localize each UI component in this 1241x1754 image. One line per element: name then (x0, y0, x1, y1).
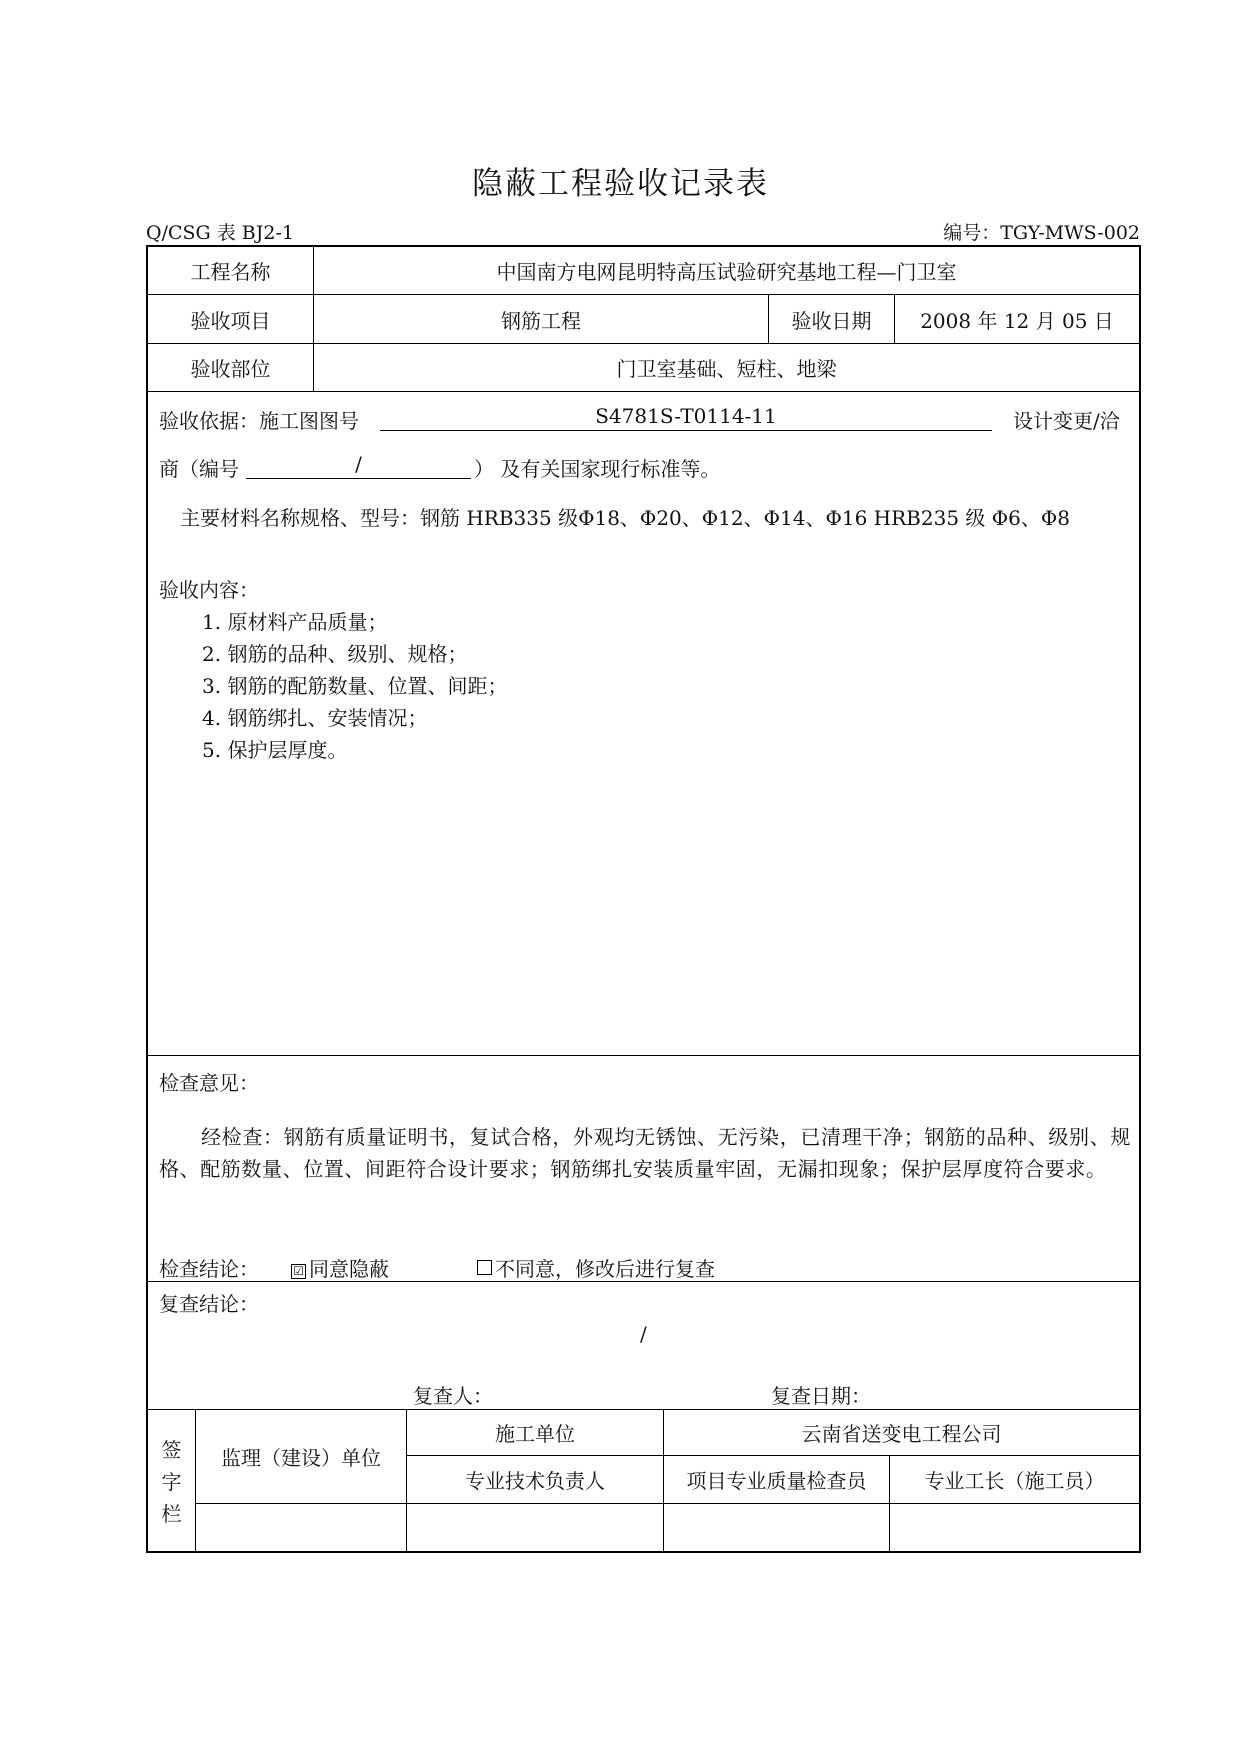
conclusion-label: 检查结论： (159, 1257, 259, 1281)
project-name-value: 中国南方电网昆明特高压试验研究基地工程—门卫室 (496, 260, 957, 284)
row-divider (148, 1055, 1139, 1056)
basis-prefix: 验收依据：施工图图号 (159, 409, 359, 433)
part-label: 验收部位 (190, 357, 271, 381)
record-table (146, 245, 1141, 1553)
review-label: 复查结论： (159, 1292, 259, 1316)
content-item: 2. 钢筋的品种、级别、规格； (202, 642, 468, 666)
agree-option-label: 同意隐蔽 (309, 1257, 389, 1281)
reviewer-label: 复查人： (413, 1384, 493, 1408)
unchecked-box-icon[interactable] (477, 1260, 492, 1275)
qc-inspector-signature-cell[interactable] (664, 1504, 889, 1553)
agree-option[interactable] (291, 1253, 389, 1282)
content-label: 验收内容： (159, 578, 259, 602)
page-title: 隐蔽工程验收记录表 (472, 166, 769, 202)
disagree-option-label: 不同意，修改后进行复查 (495, 1257, 715, 1281)
basis-line2-prefix: 商（编号 (159, 457, 239, 481)
checked-box-icon[interactable]: ☑ (291, 1264, 306, 1279)
content-item: 1. 原材料产品质量； (202, 610, 388, 634)
signature-side-label: 签 字 栏 (161, 1437, 182, 1526)
qc-inspector-label: 项目专业质量检查员 (686, 1469, 867, 1493)
part-value: 门卫室基础、短柱、地梁 (616, 357, 837, 381)
contractor-name: 云南省送变电工程公司 (801, 1422, 1002, 1446)
foreman-label: 专业工长（施工员） (924, 1469, 1105, 1493)
serial-number: 编号：TGY-MWS-002 (943, 222, 1140, 244)
change-number: / (246, 451, 471, 479)
foreman-signature-cell[interactable] (890, 1504, 1139, 1553)
item-value: 钢筋工程 (501, 308, 581, 333)
project-name-label: 工程名称 (190, 260, 271, 284)
item-label: 验收项目 (190, 308, 271, 333)
contractor-label: 施工单位 (495, 1422, 575, 1446)
row-divider (148, 391, 1139, 392)
date-value: 2008 年 12 月 05 日 (920, 308, 1114, 333)
tech-lead-signature-cell[interactable] (407, 1504, 663, 1553)
content-item: 3. 钢筋的配筋数量、位置、间距； (202, 674, 508, 698)
form-code: Q/CSG 表 BJ2-1 (146, 222, 294, 244)
disagree-option[interactable] (477, 1253, 715, 1282)
content-item: 4. 钢筋绑扎、安装情况； (202, 706, 428, 730)
supervisor-signature-cell[interactable] (196, 1504, 406, 1553)
content-item: 5. 保护层厚度。 (202, 738, 348, 762)
main-materials: 主要材料名称规格、型号：钢筋 HRB335 级Φ18、Φ20、Φ12、Φ14、Φ16 HRB235 级 Φ6、Φ8 (180, 506, 1070, 530)
design-change-label: 设计变更/洽 (1013, 409, 1120, 433)
basis-line2-suffix: ） 及有关国家现行标准等。 (474, 457, 721, 481)
supervisor-unit: 监理（建设）单位 (221, 1446, 381, 1470)
inspection-label: 检查意见： (159, 1071, 259, 1095)
tech-lead-label: 专业技术负责人 (465, 1469, 605, 1493)
inspection-text: 经检查：钢筋有质量证明书，复试合格，外观均无锈蚀、无污染，已清理干净；钢筋的品种、级别、规格、配筋数量、位置、间距符合设计要求；钢筋绑扎安装质量牢固，无漏扣现象；保护层厚度符合要求。 (159, 1125, 1131, 1181)
review-value: / (640, 1322, 647, 1346)
date-label: 验收日期 (791, 308, 872, 333)
drawing-number: S4781S-T0114-11 (380, 403, 992, 431)
review-date-label: 复查日期： (771, 1384, 871, 1408)
